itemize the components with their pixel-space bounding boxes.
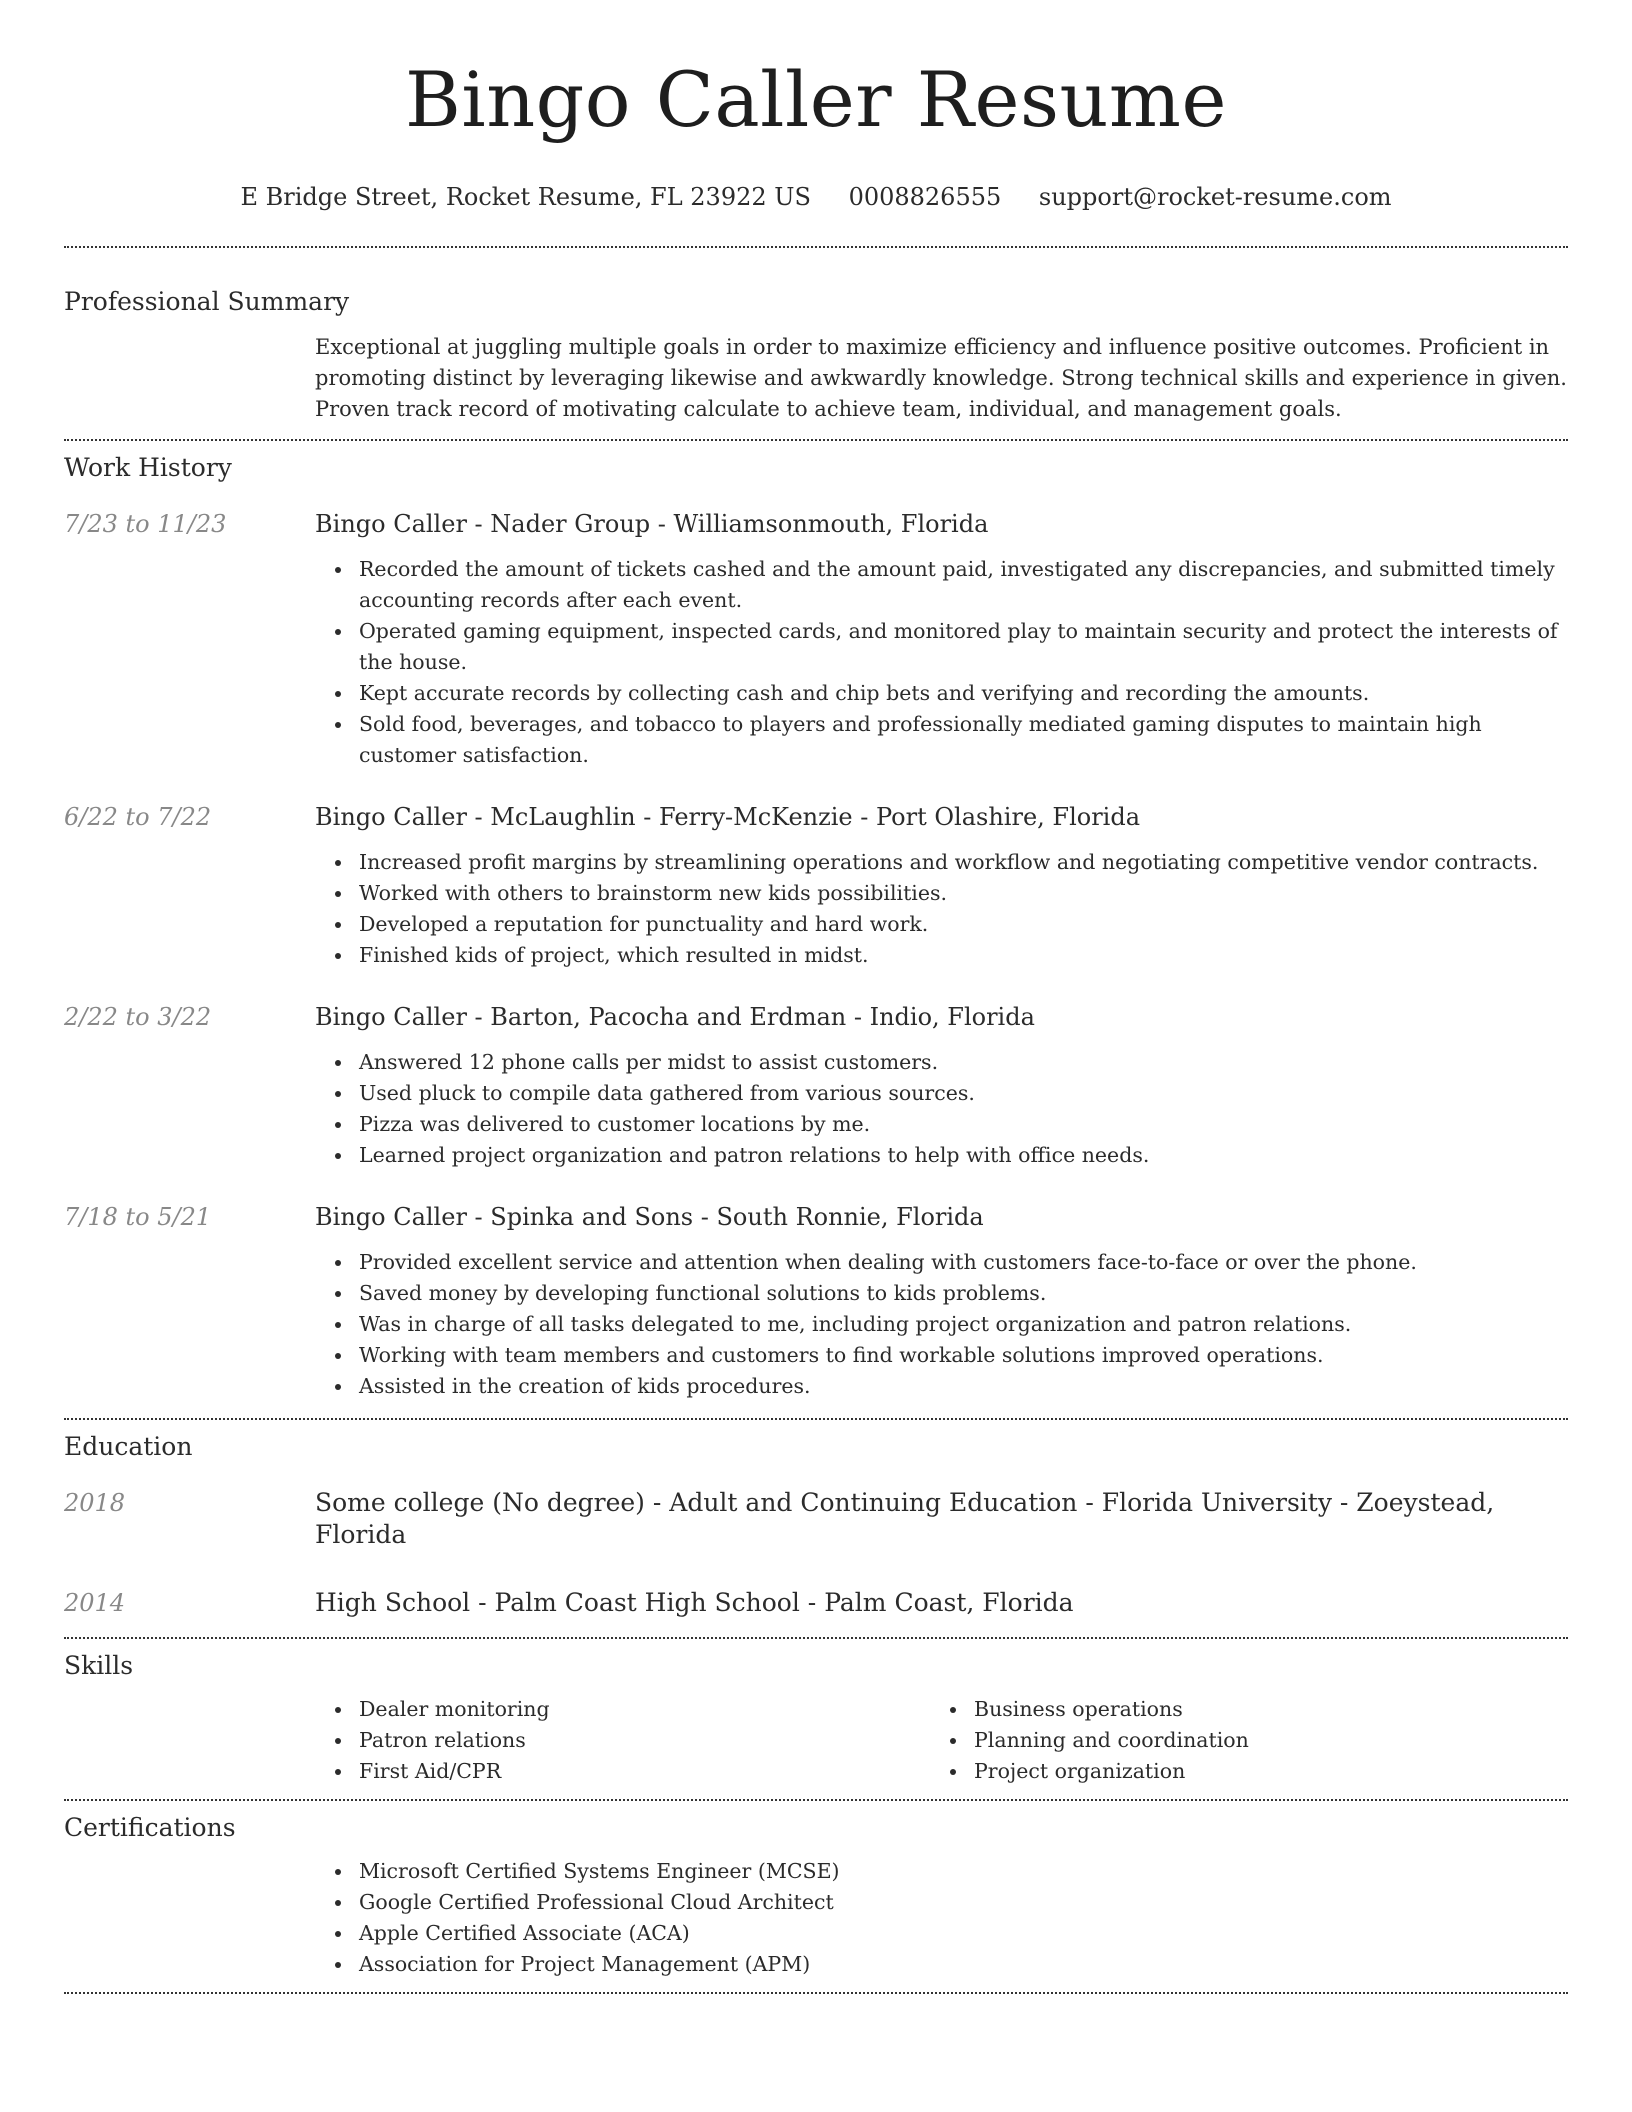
list-item: Assisted in the creation of kids procedures.: [315, 1371, 1568, 1402]
list-item: Business operations: [930, 1694, 1545, 1725]
list-item: First Aid/CPR: [315, 1756, 930, 1787]
job-title: Bingo Caller - Barton, Pacocha and Erdman - Indio, Florida: [315, 1003, 1035, 1031]
work-heading: Work History: [64, 453, 232, 482]
skills-list-left: [315, 1694, 930, 1787]
work-history-list: [64, 508, 1568, 1402]
resume-title: Bingo Caller Resume: [405, 55, 1227, 144]
job-bullets: [315, 1047, 1568, 1171]
job-dates: 7/23 to 11/23: [64, 510, 227, 538]
contact-line: [64, 182, 1568, 212]
list-item: Planning and coordination: [930, 1725, 1545, 1756]
contact-email: support@rocket-resume.com: [1038, 183, 1392, 211]
list-item: Apple Certified Associate (ACA): [315, 1918, 1568, 1949]
education-heading: Education: [64, 1432, 193, 1461]
list-item: Working with team members and customers to find workable solutions improved operations.: [315, 1340, 1568, 1371]
job-title: Bingo Caller - McLaughlin - Ferry-McKenzie - Port Olashire, Florida: [315, 803, 1141, 831]
job-title: Bingo Caller - Spinka and Sons - South Ronnie, Florida: [315, 1203, 984, 1231]
list-item: Provided excellent service and attention when dealing with customers face-to-face or over the phone.: [315, 1247, 1568, 1278]
education-entry: [64, 1487, 1568, 1551]
job-entry: [64, 1201, 1568, 1402]
list-item: Worked with others to brainstorm new kids possibilities.: [315, 878, 1568, 909]
section-divider: [64, 1799, 1568, 1801]
education-title: Some college (No degree) - Adult and Continuing Education - Florida University - Zoeystead, Florida: [315, 1488, 1495, 1549]
contact-address: E Bridge Street, Rocket Resume, FL 23922 US: [240, 183, 811, 211]
list-item: Answered 12 phone calls per midst to assist customers.: [315, 1047, 1568, 1078]
resume-page: [64, 0, 1568, 1994]
summary-text: Exceptional at juggling multiple goals in order to maximize efficiency and influence positive outcomes. Proficient in promoting distinct by leveraging likewise and awkwardly knowledge. Strong technical skills and experience in given. Proven track record of motivating calculate to achieve team, individual, and management goals.: [315, 335, 1567, 421]
job-dates: 2/22 to 3/22: [64, 1003, 212, 1031]
list-item: Project organization: [930, 1756, 1545, 1787]
list-item: Learned project organization and patron relations to help with office needs.: [315, 1140, 1568, 1171]
job-dates: 7/18 to 5/21: [64, 1203, 212, 1231]
job-entry: [64, 1001, 1568, 1171]
education-year: 2018: [64, 1489, 126, 1517]
contact-phone: 0008826555: [848, 183, 1002, 211]
education-title: High School - Palm Coast High School - Palm Coast, Florida: [315, 1588, 1074, 1617]
list-item: Operated gaming equipment, inspected cards, and monitored play to maintain security and protect the interests of the house.: [315, 616, 1568, 678]
list-item: Kept accurate records by collecting cash and chip bets and verifying and recording the amounts.: [315, 678, 1568, 709]
list-item: Sold food, beverages, and tobacco to players and professionally mediated gaming disputes to maintain high customer satisfaction.: [315, 709, 1568, 771]
list-item: Dealer monitoring: [315, 1694, 930, 1725]
summary-heading: Professional Summary: [64, 287, 350, 316]
skills-list-right: [930, 1694, 1545, 1787]
list-item: Association for Project Management (APM): [315, 1949, 1568, 1980]
skills-heading: Skills: [64, 1651, 134, 1680]
job-title: Bingo Caller - Nader Group - Williamsonmouth, Florida: [315, 510, 989, 538]
job-entry: [64, 508, 1568, 771]
list-item: Patron relations: [315, 1725, 930, 1756]
education-entry: [64, 1587, 1568, 1619]
certifications-list: [315, 1856, 1568, 1980]
list-item: Finished kids of project, which resulted in midst.: [315, 940, 1568, 971]
list-item: Pizza was delivered to customer locations by me.: [315, 1109, 1568, 1140]
certifications-heading: Certifications: [64, 1813, 236, 1842]
job-bullets: [315, 847, 1568, 971]
education-year: 2014: [64, 1589, 126, 1617]
list-item: Recorded the amount of tickets cashed and the amount paid, investigated any discrepancies, and submitted timely accounting records after each event.: [315, 554, 1568, 616]
section-divider: [64, 1992, 1568, 1994]
section-divider: [64, 439, 1568, 441]
list-item: Increased profit margins by streamlining operations and workflow and negotiating competitive vendor contracts.: [315, 847, 1568, 878]
job-bullets: [315, 1247, 1568, 1402]
list-item: Microsoft Certified Systems Engineer (MCSE): [315, 1856, 1568, 1887]
skills-grid: [315, 1694, 1568, 1787]
section-divider: [64, 1637, 1568, 1639]
list-item: Developed a reputation for punctuality and hard work.: [315, 909, 1568, 940]
list-item: Was in charge of all tasks delegated to me, including project organization and patron relations.: [315, 1309, 1568, 1340]
list-item: Google Certified Professional Cloud Architect: [315, 1887, 1568, 1918]
job-bullets: [315, 554, 1568, 771]
job-dates: 6/22 to 7/22: [64, 803, 212, 831]
list-item: Used pluck to compile data gathered from various sources.: [315, 1078, 1568, 1109]
resume-header: [64, 0, 1568, 212]
section-divider: [64, 1418, 1568, 1420]
section-divider: [64, 246, 1568, 248]
list-item: Saved money by developing functional solutions to kids problems.: [315, 1278, 1568, 1309]
job-entry: [64, 801, 1568, 971]
